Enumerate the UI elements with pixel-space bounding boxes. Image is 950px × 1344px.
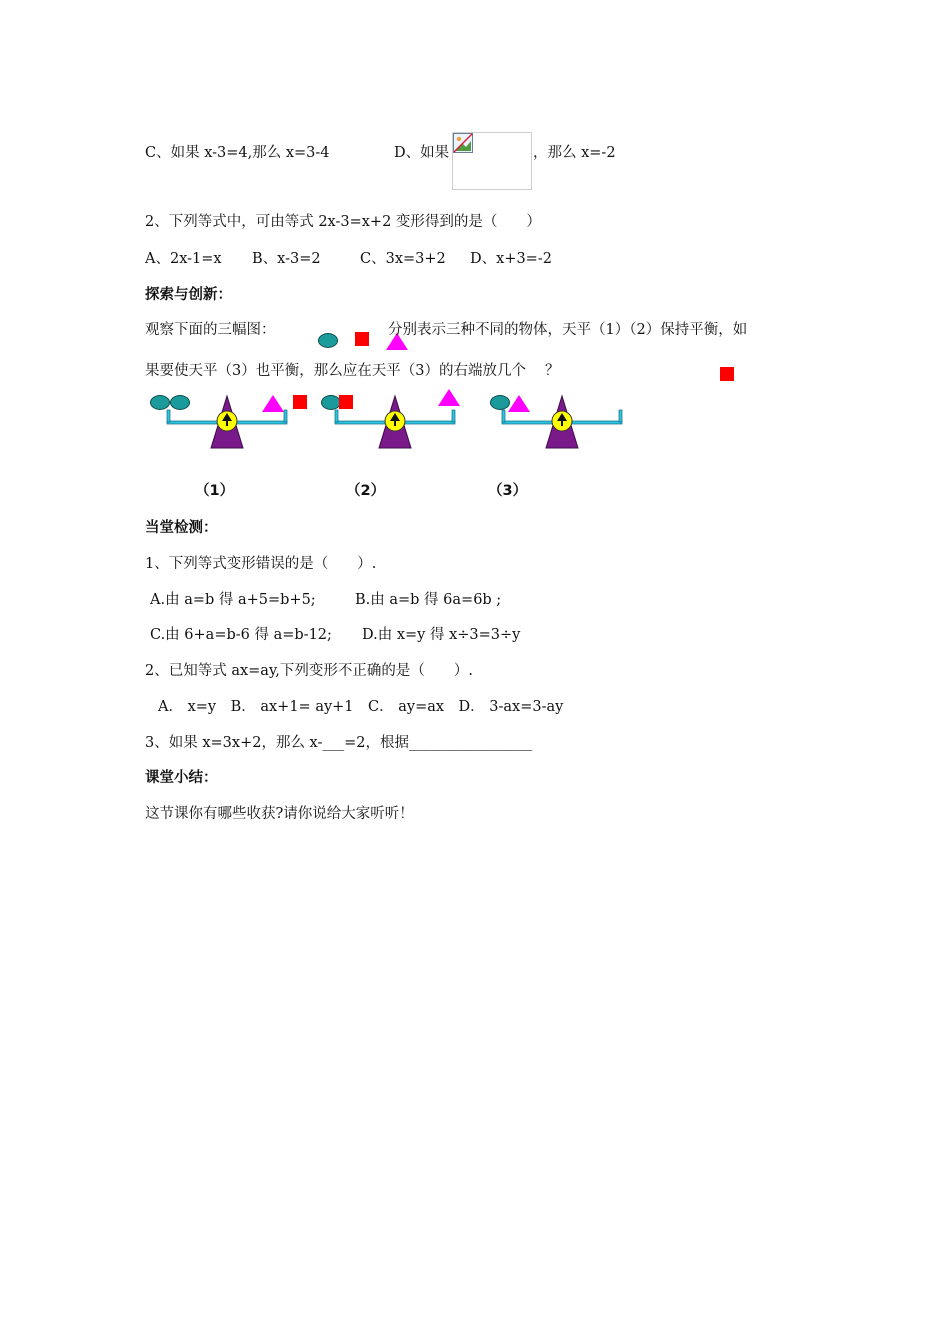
scale-3-balance xyxy=(500,396,625,450)
oval-object xyxy=(318,333,338,348)
check-question-1-option-a: A.由 a=b 得 a+5=b+5; xyxy=(150,592,316,608)
scale-3-label: （3） xyxy=(488,483,528,499)
scale-1-balance xyxy=(165,396,290,450)
check-question-1-option-b: B.由 a=b 得 6a=6b ; xyxy=(355,592,502,608)
summary-heading: 课堂小结： xyxy=(145,770,218,786)
check-question-3: 3、如果 x=3x+2，那么 x-___=2，根据_________________ xyxy=(145,735,533,751)
explore-heading: 探索与创新： xyxy=(145,287,232,303)
option-c: C、如果 x-3=4,那么 x=3-4 xyxy=(145,145,330,161)
option-d-prefix: D、如果 xyxy=(394,145,450,161)
scale-1-label: （1） xyxy=(195,483,235,499)
question-2-option-d: D、x+3=-2 xyxy=(470,251,552,267)
scale-2-label: （2） xyxy=(346,483,386,499)
question-2-option-a: A、2x-1=x xyxy=(145,251,222,267)
explore-line-1-start: 观察下面的三幅图： xyxy=(145,322,276,338)
scale-1-square xyxy=(293,395,307,409)
check-question-1-stem: 1、下列等式变形错误的是（ ）. xyxy=(145,556,377,572)
question-2-option-b: B、x-3=2 xyxy=(252,251,321,267)
broken-image-icon xyxy=(453,133,473,153)
explore-line-2: 果要使天平（3）也平衡，那么应在天平（3）的右端放几个 ？ xyxy=(145,363,560,379)
square-object-question xyxy=(720,367,734,381)
check-question-2-stem: 2、已知等式 ax=ay,下列变形不正确的是（ ）. xyxy=(145,663,473,679)
check-heading: 当堂检测： xyxy=(145,520,218,536)
scale-2-balance xyxy=(333,396,458,450)
check-question-1-option-c: C.由 6+a=b-6 得 a=b-12; xyxy=(150,627,332,643)
summary-text: 这节课你有哪些收获?请你说给大家听听！ xyxy=(145,806,414,822)
question-2-stem: 2、下列等式中，可由等式 2x-3=x+2 变形得到的是（ ） xyxy=(145,214,541,230)
check-question-1-option-d: D.由 x=y 得 x÷3=3÷y xyxy=(362,627,521,643)
explore-line-1-end: 分别表示三种不同的物体，天平（1）（2）保持平衡，如 xyxy=(388,322,748,338)
question-2-option-c: C、3x=3+2 xyxy=(360,251,446,267)
square-object xyxy=(355,332,369,346)
check-question-2-options: A． x=y B． ax+1= ay+1 C． ay=ax D． 3-ax=3-ay xyxy=(158,699,564,715)
option-d-image xyxy=(452,132,532,190)
option-d-suffix: ，那么 x=-2 xyxy=(533,145,616,161)
